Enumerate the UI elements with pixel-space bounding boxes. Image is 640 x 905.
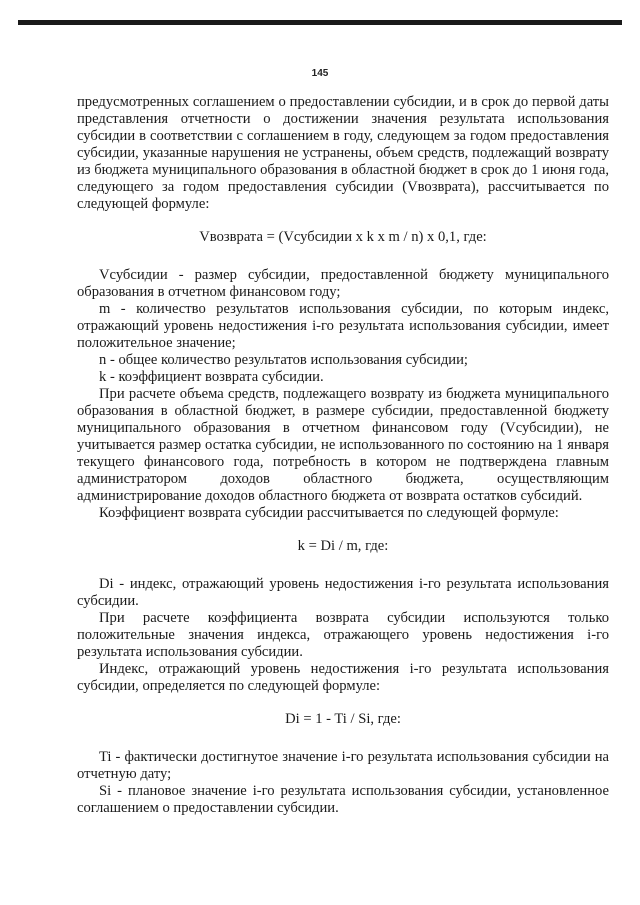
- page-number: 145: [311, 68, 329, 79]
- definition-n: n - общее количество результатов использования субсидии;: [99, 352, 468, 368]
- paragraph-coefficient: Коэффициент возврата субсидии рассчитывается по следующей формуле:: [99, 505, 559, 521]
- definition-ti: Ti - фактически достигнутое значение i-го результата использования субсидии на отчетную дату;: [77, 749, 609, 782]
- definition-k: k - коэффициент возврата субсидии.: [99, 369, 324, 385]
- formula-k: k = Di / m, где:: [297, 538, 389, 554]
- page-top-rule: [18, 20, 622, 25]
- paragraph-calculation: При расчете объема средств, подлежащего возврату из бюджета муниципального образования в областной бюджет, в размере субсидии, предоставленной бюджету муниципального образования в отчетном финансовом году (Vсубсидии), не учитывается размер остатка субсидии, не использованного по состоянию на 1 января текущего финансового года, потребность в котором не подтверждена главным администратором доходов областного бюджета, осуществляющим администрирование доходов областного бюджета от возврата остатков субсидий.: [77, 386, 609, 504]
- paragraph-index: Индекс, отражающий уровень недостижения i-го результата использования субсидии, определяется по следующей формуле:: [77, 661, 609, 694]
- formula-v-return: Vвозврата = (Vсубсидии x k x m / n) x 0,1, где:: [199, 229, 487, 245]
- formula-di: Di = 1 - Ti / Si, где:: [285, 711, 401, 727]
- definition-di: Di - индекс, отражающий уровень недостижения i-го результата использования субсидии.: [77, 576, 609, 609]
- definition-m: m - количество результатов использования субсидии, по которым индекс, отражающий уровень недостижения i-го результата использования субсидии, имеет положительное значение;: [77, 301, 609, 351]
- paragraph-intro: предусмотренных соглашением о предоставлении субсидии, и в срок до первой даты представления отчетности о достижении значения результата использования субсидии в соответствии с соглашением в году, следующем за годом предоставления субсидии, указанные нарушения не устранены, объем средств, подлежащий возврату из бюджета муниципального образования в областной бюджет в срок до 1 июня года, следующего за годом предоставления субсидии (Vвозврата), рассчитывается по следующей формуле:: [77, 94, 609, 212]
- paragraph-positive-values: При расчете коэффициента возврата субсидии используются только положительные значения индекса, отражающего уровень недостижения i-го результата использования субсидии.: [77, 610, 609, 660]
- document-body: [77, 94, 609, 817]
- definition-v-subsidy: Vсубсидии - размер субсидии, предоставленной бюджету муниципального образования в отчетном финансовом году;: [77, 267, 609, 300]
- definition-si: Si - плановое значение i-го результата использования субсидии, установленное соглашением о предоставлении субсидии.: [77, 783, 609, 816]
